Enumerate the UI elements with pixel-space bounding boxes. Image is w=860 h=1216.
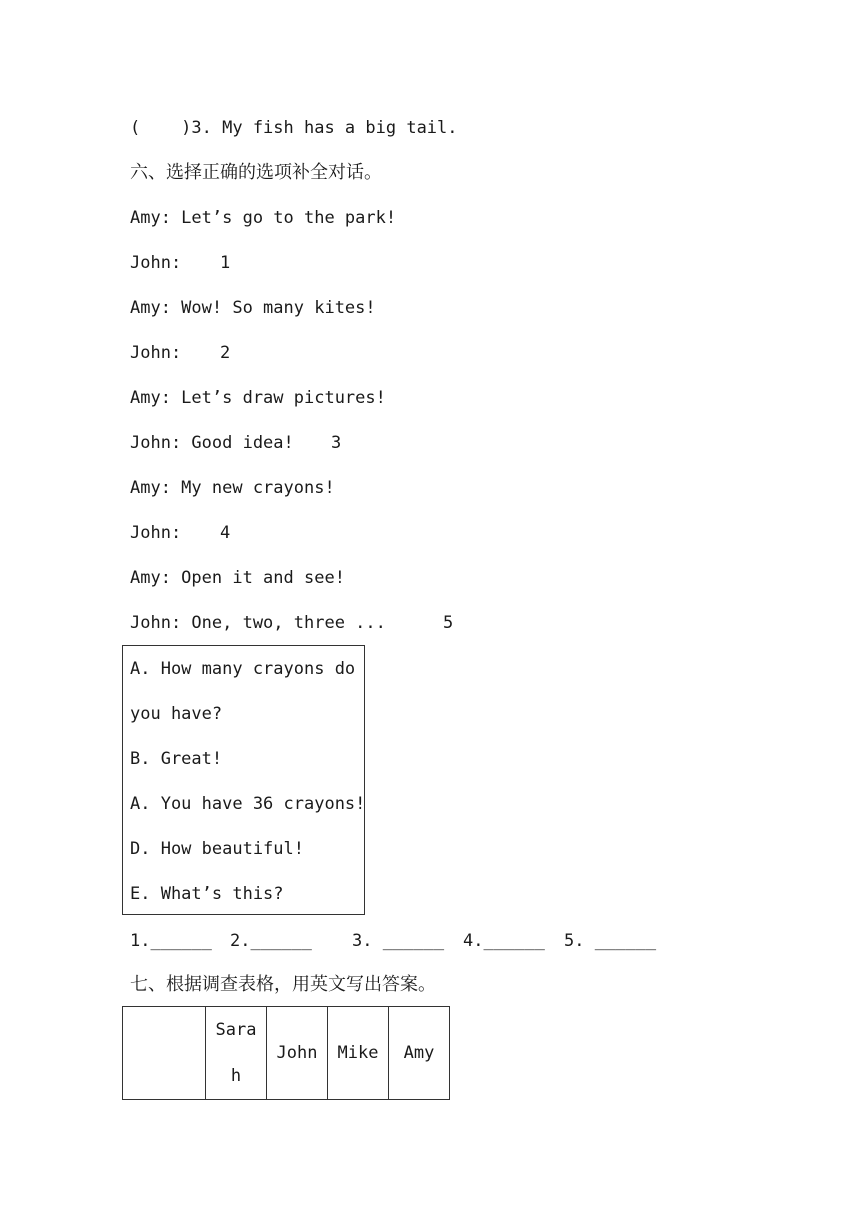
q3-line: ( )3. My fish has a big tail. [130,118,458,138]
section6-title: 六、选择正确的选项补全对话。 [130,162,382,183]
dialogue-line: Amy: Let’s go to the park! [130,208,397,228]
dialogue-number: 4 [220,523,231,543]
option-line: D. How beautiful! [130,839,304,859]
option-line: you have? [130,704,223,724]
options-box [122,645,365,915]
dialogue-number: 5 [443,613,454,633]
option-line: E. What’s this? [130,884,284,904]
survey-table [122,1006,450,1100]
option-line: B. Great! [130,749,223,769]
table-header-cell: Mike [328,1007,389,1100]
dialogue-line: Amy: My new crayons! [130,478,335,498]
answer-blank-2[interactable]: 2.______ [230,931,312,951]
table-header-cell [206,1007,267,1100]
section7-title: 七、根据调查表格，用英文写出答案。 [130,974,436,995]
table-header-cell: John [267,1007,328,1100]
dialogue-line: John: [130,253,182,273]
dialogue-line: Amy: Let’s draw pictures! [130,388,386,408]
answer-blank-4[interactable]: 4.______ [463,931,545,951]
answer-blank-5[interactable]: 5. ______ [564,931,657,951]
dialogue-line: Amy: Wow! So many kites! [130,298,376,318]
table-header-cell [123,1007,206,1100]
dialogue-number: 1 [220,253,231,273]
answer-blank-3[interactable]: 3. ______ [352,931,445,951]
dialogue-line: John: [130,523,182,543]
dialogue-number: 3 [331,433,342,453]
option-line: A. How many crayons do [130,659,356,679]
table-header-cell: Amy [389,1007,450,1100]
table-row [123,1007,450,1100]
answer-blank-1[interactable]: 1.______ [130,931,212,951]
header-sarah-part2: h [230,1066,242,1086]
dialogue-line: John: [130,343,182,363]
option-line: A. You have 36 crayons! [130,794,366,814]
header-sarah-part1: Sara [215,1020,257,1040]
dialogue-line: John: Good idea! [130,433,294,453]
dialogue-line: John: One, two, three ... [130,613,386,633]
dialogue-number: 2 [220,343,231,363]
dialogue-line: Amy: Open it and see! [130,568,345,588]
